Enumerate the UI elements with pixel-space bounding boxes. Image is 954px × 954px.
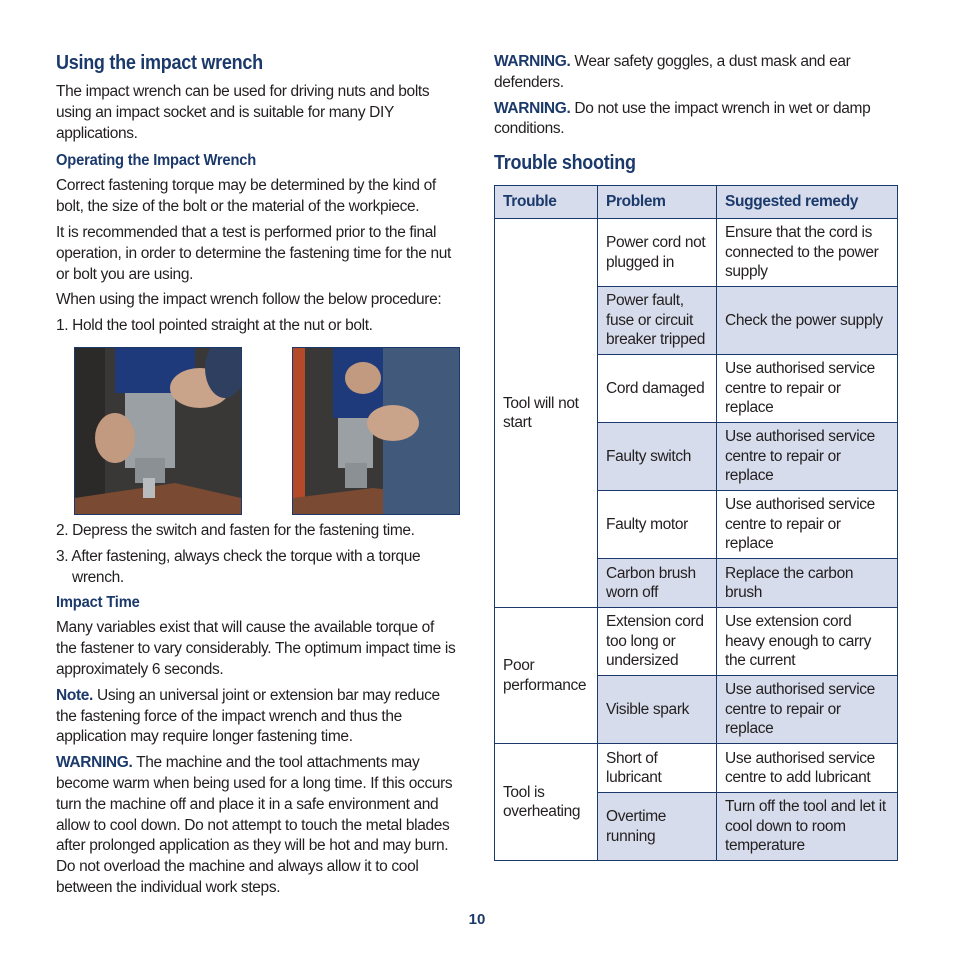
remedy-cell: Use extension cord heavy enough to carry the current [717, 608, 898, 676]
header-problem: Problem [598, 186, 717, 219]
remedy-cell: Use authorised service centre to repair or replace [717, 491, 898, 559]
problem-cell: Power cord not plugged in [598, 219, 717, 287]
table-row [495, 744, 898, 793]
left-column [56, 52, 456, 899]
warning-text: The machine and the tool attachments may become warm when being used for a long time. If this occurs turn the machine off and place it in a safe environment and allow to cool down. Do not attempt to touch the metal blades after prolonged application as they will be hot and may burn. Do not overload the machine and always allow it to cool between the individual work steps. [56, 754, 453, 896]
warning-paragraph-heat [56, 753, 456, 899]
photos-row [56, 347, 456, 517]
table-header-row [495, 186, 898, 219]
problem-cell: Short of lubricant [598, 744, 717, 793]
remedy-cell: Use authorised service centre to repair or replace [717, 423, 898, 491]
warning-text: Wear safety goggles, a dust mask and ear defenders. [494, 53, 851, 91]
warning-text: Do not use the impact wrench in wet or damp conditions. [494, 99, 871, 138]
trouble-cell: Poor performance [495, 608, 598, 744]
paragraph-torque: Correct fastening torque may be determined by the kind of bolt, the size of the bolt or the material of the workpiece. [56, 177, 436, 216]
remedy-cell: Use authorised service centre to repair or replace [717, 355, 898, 423]
note-text: Using an universal joint or extension bar may reduce the fastening force of the impact wrench and thus the application may require longer fastening time. [56, 686, 440, 746]
remedy-cell: Check the power supply [717, 287, 898, 355]
intro-paragraph: The impact wrench can be used for driving nuts and bolts using an impact socket and is suitable for many DIY applications. [56, 83, 430, 142]
note-label: Note. [56, 686, 94, 704]
problem-cell: Extension cord too long or undersized [598, 608, 717, 676]
header-suggested-remedy: Suggested remedy [717, 186, 898, 219]
right-column [494, 52, 898, 861]
step-3: 3. After fastening, always check the torque with a torque wrench. [56, 547, 421, 586]
photo-wrench-on-bolt-1 [74, 347, 242, 515]
remedy-cell: Use authorised service centre to repair or replace [717, 676, 898, 744]
problem-cell: Visible spark [598, 676, 717, 744]
trouble-shooting-table [494, 185, 898, 861]
problem-cell: Faulty motor [598, 491, 717, 559]
remedy-cell: Use authorised service centre to add lubricant [717, 744, 898, 793]
section-heading-using-impact-wrench: Using the impact wrench [56, 52, 263, 74]
remedy-cell: Ensure that the cord is connected to the power supply [717, 219, 898, 287]
trouble-cell: Tool will not start [495, 219, 598, 608]
subheading-impact-time: Impact Time [56, 594, 140, 612]
page-number: 10 [468, 911, 486, 928]
warning-label: WARNING. [56, 754, 133, 772]
step-1: 1. Hold the tool pointed straight at the nut or bolt. [56, 317, 373, 335]
subheading-operating: Operating the Impact Wrench [56, 152, 257, 170]
note-paragraph [56, 686, 456, 748]
header-trouble: Trouble [495, 186, 598, 219]
remedy-cell: Replace the carbon brush [717, 559, 898, 608]
problem-cell: Power fault, fuse or circuit breaker tripped [598, 287, 717, 355]
trouble-cell: Tool is overheating [495, 744, 598, 861]
section-heading-trouble-shooting: Trouble shooting [494, 152, 636, 175]
paragraph-test: It is recommended that a test is performed prior to the final operation, in order to determine the fastening time for the nut or bolt you are using. [56, 223, 451, 283]
table-row [495, 608, 898, 676]
warning-paragraph-wet [494, 99, 898, 141]
paragraph-procedure: When using the impact wrench follow the below procedure: [56, 291, 442, 309]
warning-label: WARNING. [494, 53, 571, 70]
problem-cell: Carbon brush worn off [598, 559, 717, 608]
paragraph-variables: Many variables exist that will cause the available torque of the fastener to vary considerably. The optimum impact time is approximately 6 seconds. [56, 619, 456, 678]
problem-cell: Faulty switch [598, 423, 717, 491]
problem-cell: Cord damaged [598, 355, 717, 423]
warning-paragraph-goggles [494, 52, 898, 94]
remedy-cell: Turn off the tool and let it cool down to room temperature [717, 793, 898, 861]
photo-wrench-on-bolt-2 [292, 347, 460, 515]
step-2: 2. Depress the switch and fasten for the fastening time. [56, 521, 415, 539]
warning-label: WARNING. [494, 99, 571, 117]
problem-cell: Overtime running [598, 793, 717, 861]
table-row [495, 219, 898, 287]
